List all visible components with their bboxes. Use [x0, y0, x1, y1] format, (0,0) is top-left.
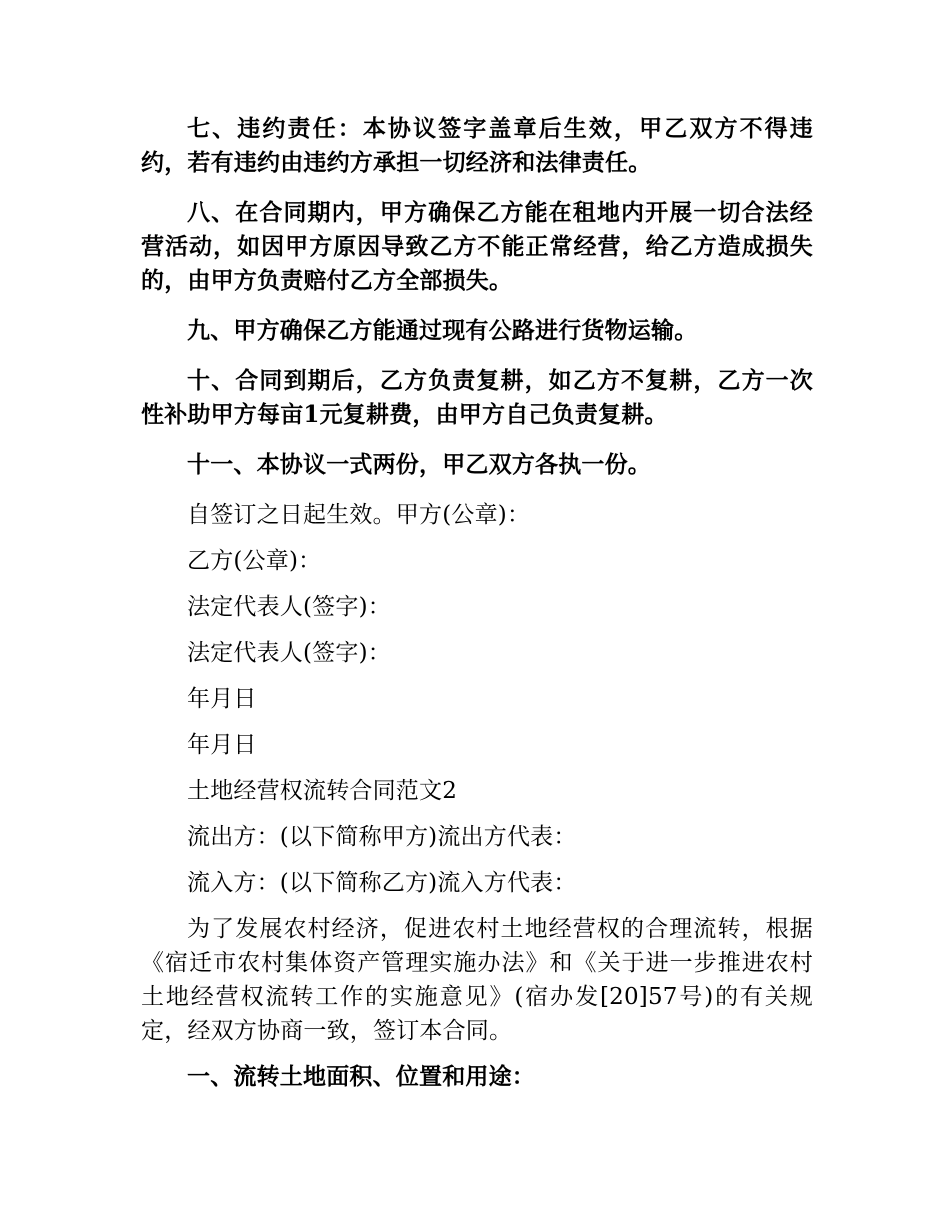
document-body — [141, 112, 813, 1110]
date-line-b: 年月日 — [187, 732, 257, 758]
party-b-seal: 乙方(公章)： — [187, 548, 322, 574]
preamble-paragraph: 为了发展农村经济，促进农村土地经营权的合理流转，根据《宿迁市农村集体资产管理实施办法》和《关于进一步推进农村土地经营权流转工作的实施意见》(宿办发[20]57号)的有关规定，经双方协商一致，签订本合同。 — [141, 916, 813, 1044]
section-1-heading: 一、流转土地面积、位置和用途： — [187, 1063, 535, 1090]
clause-9-road-transport: 九、甲方确保乙方能通过现有公路进行货物运输。 — [187, 317, 698, 344]
effective-party-a-seal: 自签订之日起生效。甲方(公章)： — [187, 502, 531, 528]
legal-representative-signature-b: 法定代表人(签字)： — [187, 640, 391, 666]
date-line-a: 年月日 — [187, 686, 257, 712]
contract-sample-title: 土地经营权流转合同范文2 — [187, 778, 458, 804]
clause-8-lawful-operation: 八、在合同期内，甲方确保乙方能在租地内开展一切合法经营活动，如因甲方原因导致乙方不能正常经营，给乙方造成损失的，由甲方负责赔付乙方全部损失。 — [141, 199, 813, 294]
transferee-line: 流入方：(以下简称乙方)流入方代表： — [187, 870, 577, 896]
clause-11-copies: 十一、本协议一式两份，甲乙双方各执一份。 — [187, 451, 651, 478]
transferor-line: 流出方：(以下简称甲方)流出方代表： — [187, 824, 577, 850]
clause-7-breach-liability: 七、违约责任：本协议签字盖章后生效，甲乙双方不得违约，若有违约由违约方承担一切经济和法律责任。 — [141, 115, 813, 176]
legal-representative-signature-a: 法定代表人(签字)： — [187, 594, 391, 620]
clause-10-reclamation: 十、合同到期后，乙方负责复耕，如乙方不复耕，乙方一次性补助甲方每亩1元复耕费，由甲方自己负责复耕。 — [141, 367, 813, 428]
